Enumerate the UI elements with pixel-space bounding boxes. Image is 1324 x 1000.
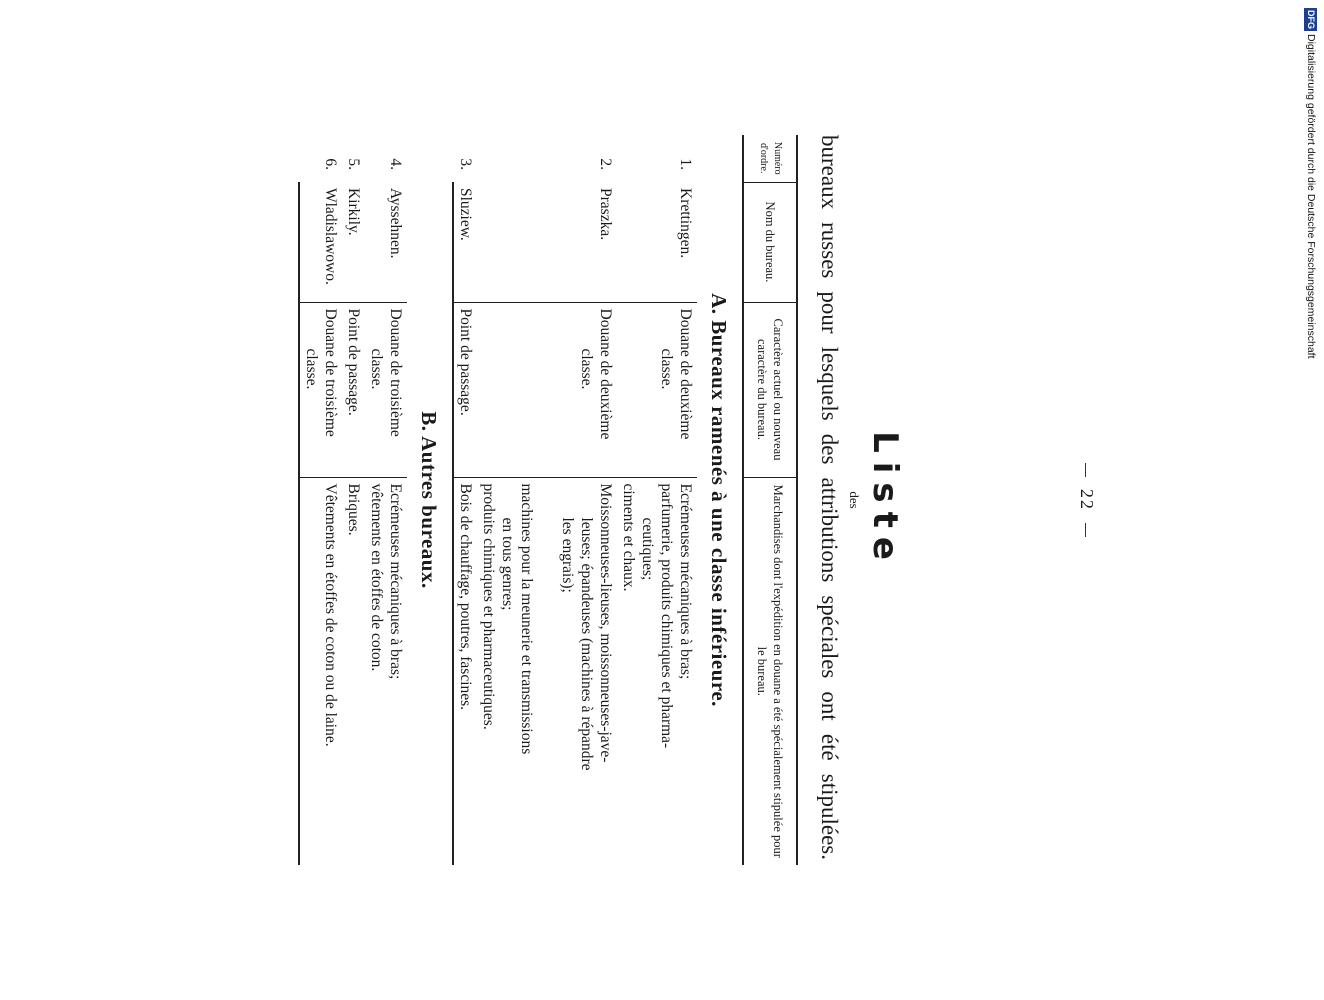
document-heading: bureaux russes pour lesquels des attributions spéciales ont été stipulées.: [817, 135, 842, 860]
merchandise: [453, 477, 477, 865]
row-number: 5.: [345, 158, 362, 170]
office-name: Sluziew.: [453, 182, 477, 302]
office-character: [477, 302, 617, 477]
merchandise-line: ceutiques;: [639, 517, 656, 581]
character-line: Point de passage.: [457, 308, 474, 416]
row-number: 1.: [677, 158, 694, 170]
character-line: Douane de troisième: [322, 308, 339, 437]
document-title: Liste: [865, 431, 905, 569]
character-line: Douane de troisième: [387, 308, 404, 437]
header-name: Nom du bureau.: [743, 182, 797, 302]
office-name: Ayssehnen.: [387, 188, 404, 259]
table-row: [365, 135, 407, 865]
row-number: 3.: [457, 158, 474, 170]
merchandise-line: Ecrémeuses mécaniques à bras;: [677, 483, 694, 680]
merchandise: [365, 477, 407, 865]
page-number: 22: [1064, 0, 1110, 1000]
offices-table: [298, 135, 798, 865]
merchandise-line: ciments et chaux.: [620, 483, 637, 592]
character-line: Douane de deuxième: [597, 308, 614, 440]
character-line: classe.: [578, 348, 595, 390]
office-character: [617, 302, 697, 477]
office-name: Wladislawowo.: [299, 182, 342, 302]
merchandise-line: Vêtements en étoffes de coton ou de laine.: [322, 483, 339, 747]
merchandise-line: machines pour la meunerie et transmissions: [518, 483, 535, 755]
dfg-credit: [1302, 8, 1320, 388]
dfg-credit-text: Digitalisierung gefördert durch die Deutsche Forschungsgemeinschaft: [1305, 34, 1317, 359]
merchandise-line: leuses; épandeuses (machines à répandre: [578, 517, 595, 771]
office-character: [453, 302, 477, 477]
header-merchandise: Marchandises dont l'expédition en douane a été spécialement stipulée pour le bureau.: [743, 477, 797, 865]
merchandise-line: Bois de chauffage, poutres, fascines.: [457, 483, 474, 711]
character-line: Point de passage.: [345, 308, 362, 416]
character-line: classe.: [368, 348, 385, 390]
table-body: [299, 135, 743, 865]
character-line: classe.: [303, 348, 320, 390]
character-line: classe.: [658, 348, 675, 390]
table-row: [342, 135, 365, 865]
office-name: Krettingen.: [677, 188, 694, 259]
row-number: 2.: [597, 158, 614, 170]
merchandise-line: les engrais);: [559, 517, 576, 593]
office-name: Praszka.: [597, 188, 614, 241]
merchandise: [299, 477, 342, 865]
section-b-title: B. Autres bureaux.: [417, 411, 441, 589]
row-number: 4.: [387, 158, 404, 170]
scanned-page: [230, 0, 1110, 1000]
header-character: Caractère actuel ou nouveau caractère du bureau.: [743, 302, 797, 477]
row-number: 6.: [322, 158, 339, 170]
merchandise: [617, 477, 697, 865]
merchandise-line: Moissonneuses-lieuses, moissonneuses-jave-: [597, 483, 614, 763]
office-character: [299, 302, 342, 477]
table-row: [617, 135, 697, 865]
merchandise: [477, 477, 617, 865]
title-des: des: [847, 491, 862, 509]
dfg-logo: DFG: [1306, 10, 1316, 29]
merchandise-line: produits chimiques et pharmaceutiques.: [480, 483, 497, 730]
office-character: [365, 302, 407, 477]
dash-left: [1085, 463, 1086, 477]
office-character: [342, 302, 365, 477]
office-name: Kirkily.: [345, 188, 362, 236]
merchandise: [342, 477, 365, 865]
merchandise-line: Briques.: [345, 483, 362, 536]
table-row: [477, 135, 617, 865]
character-line: Douane de deuxième: [677, 308, 694, 440]
dash-right: [1085, 523, 1086, 537]
table-row: [299, 135, 342, 865]
merchandise-line: Ecrémeuses mécaniques à bras;: [387, 483, 404, 680]
section-a-title: A. Bureaux ramenés à une classe inférieure.: [707, 293, 731, 707]
merchandise-line: vêtements en étoffes de coton.: [368, 483, 385, 672]
merchandise-line: en tous genres;: [499, 517, 516, 611]
item-gap: [536, 484, 558, 860]
table-header-row: [743, 135, 797, 865]
merchandise-line: parfumerie, produits chimiques et pharma-: [658, 483, 675, 749]
header-number: Numéro d'ordre.: [743, 135, 797, 182]
table-row: [453, 135, 477, 865]
